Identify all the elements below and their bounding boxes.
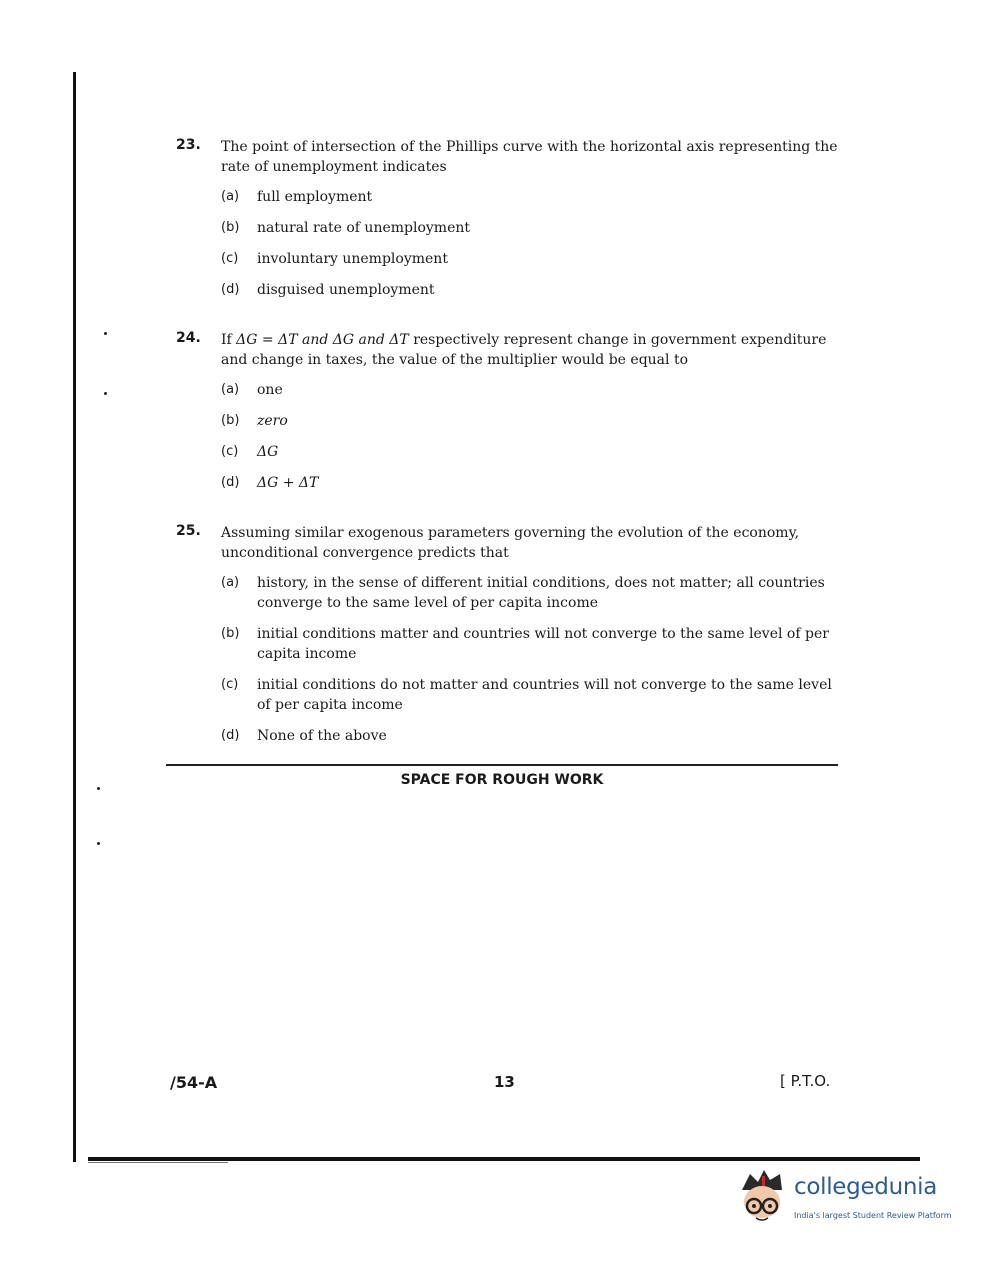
option-a — [221, 380, 838, 400]
bottom-page-rule — [88, 1157, 920, 1161]
option-list — [221, 573, 838, 746]
option-label: (d) — [221, 282, 240, 297]
question-text-suffix: respectively represent change in government expenditure and change in taxes, the value of the multiplier would be equal to — [221, 332, 827, 368]
scan-speck — [97, 842, 100, 845]
question-23 — [176, 137, 838, 311]
paper-code: /54-A — [170, 1073, 218, 1092]
left-margin-rule — [73, 72, 76, 1162]
bottom-page-rule-thin — [88, 1162, 228, 1163]
option-b — [221, 218, 838, 238]
option-label: (c) — [221, 444, 239, 459]
option-c — [221, 249, 838, 269]
question-number: 25. — [176, 523, 201, 539]
option-list — [221, 187, 838, 300]
option-c — [221, 442, 838, 462]
question-text: The point of intersection of the Phillips curve with the horizontal axis representing the rate of unemployment indicates — [221, 139, 838, 175]
option-text: initial conditions do not matter and countries will not converge to the same level of per capita income — [257, 677, 832, 713]
option-text: history, in the sense of different initial conditions, does not matter; all countries converge to the same level of per capita income — [257, 575, 825, 611]
scan-speck — [97, 787, 100, 790]
page-number: 13 — [494, 1073, 515, 1091]
scan-speck — [104, 392, 107, 395]
option-text: None of the above — [257, 728, 387, 744]
question-number: 24. — [176, 330, 201, 346]
question-25 — [176, 523, 838, 757]
option-label: (a) — [221, 189, 240, 204]
question-text-math: ΔG = ΔT and ΔG and ΔT — [236, 332, 409, 348]
option-text: involuntary unemployment — [257, 251, 448, 267]
option-text: initial conditions matter and countries will not converge to the same level of per capita income — [257, 626, 829, 662]
question-text — [221, 330, 838, 370]
option-text: natural rate of unemployment — [257, 220, 471, 236]
option-a — [221, 573, 838, 613]
mascot-icon — [736, 1166, 790, 1226]
question-text-prefix: If — [221, 332, 237, 348]
option-text: disguised unemployment — [257, 282, 435, 298]
option-text: full employment — [257, 189, 373, 205]
option-label: (b) — [221, 413, 240, 428]
option-d — [221, 280, 838, 300]
option-label: (c) — [221, 251, 239, 266]
scan-speck — [104, 332, 107, 335]
rough-work-heading: SPACE FOR ROUGH WORK — [400, 772, 604, 788]
option-d — [221, 473, 838, 493]
option-label: (b) — [221, 626, 240, 641]
question-text: Assuming similar exogenous parameters governing the evolution of the economy, unconditional convergence predicts that — [221, 525, 800, 561]
option-label: (d) — [221, 728, 240, 743]
question-number: 23. — [176, 137, 201, 153]
question-24 — [176, 330, 838, 504]
pto-marker: [ P.T.O. — [780, 1072, 831, 1090]
brand-tagline: India's largest Student Review Platform — [794, 1211, 952, 1220]
option-label: (d) — [221, 475, 240, 490]
option-label: (b) — [221, 220, 240, 235]
option-label: (a) — [221, 382, 240, 397]
brand-name: collegedunia — [794, 1174, 938, 1200]
option-b — [221, 411, 838, 431]
option-text: zero — [257, 413, 288, 429]
option-text: ΔG — [257, 444, 279, 460]
option-c — [221, 675, 838, 715]
collegedunia-watermark — [736, 1166, 966, 1226]
rough-work-divider — [166, 764, 838, 766]
option-b — [221, 624, 838, 664]
option-d — [221, 726, 838, 746]
option-a — [221, 187, 838, 207]
option-label: (a) — [221, 575, 240, 590]
option-text: one — [257, 382, 283, 398]
option-list — [221, 380, 838, 493]
option-text: ΔG + ΔT — [257, 475, 319, 491]
option-label: (c) — [221, 677, 239, 692]
